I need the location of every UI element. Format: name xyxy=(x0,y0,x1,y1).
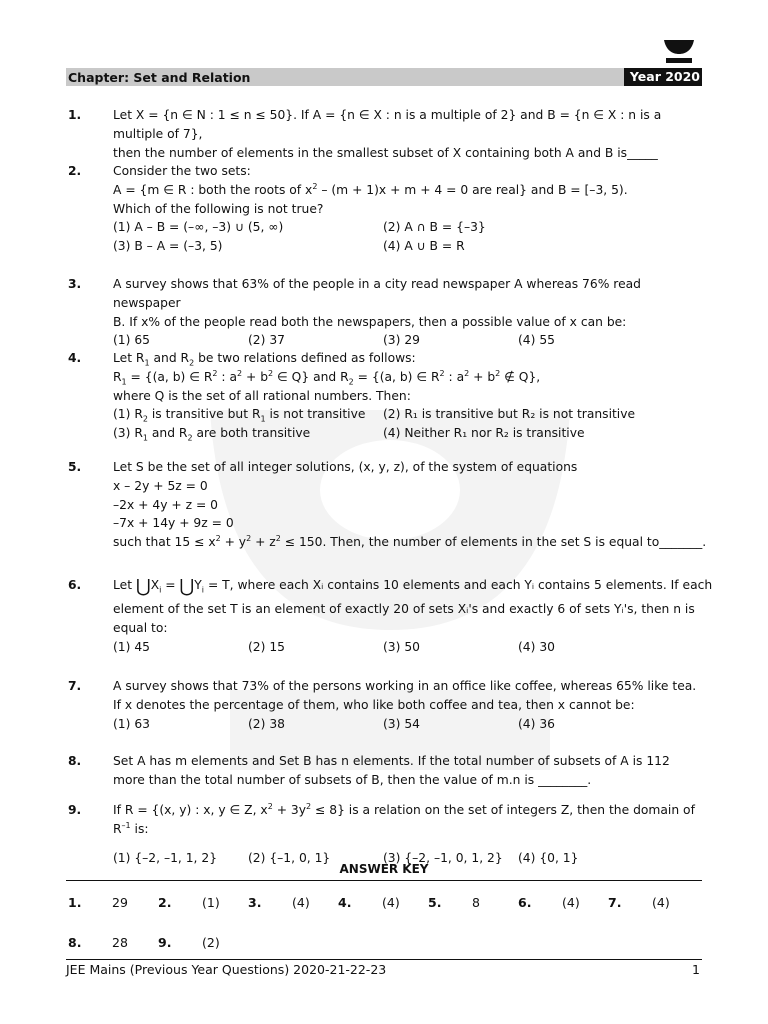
question-number: 6. xyxy=(68,578,82,592)
option: (2) A ∩ B = {–3} xyxy=(383,220,486,235)
answer-key-title: ANSWER KEY xyxy=(339,862,429,876)
option: (4) 55 xyxy=(518,333,555,348)
page-number: 1 xyxy=(692,962,700,977)
option: (4) 30 xyxy=(518,639,555,654)
option: (3) $R_1$ and $R_2$ are both transitive xyxy=(113,426,311,443)
question-equation: A = {m ∈ R : both the roots of $x^2 - (m + 1)x + m + 4 = 0$ are real} and B = [–3, 5). xyxy=(113,181,628,197)
question-text: more than the total number of subsets of B, then the value of m.n is ________. xyxy=(113,772,592,787)
question-text: Which of the following is not true? xyxy=(113,201,324,216)
question-text: If R = {(x, y) : x, y ∈ Z, $x^2 + 3y^2 \le 8$} is a relation on the set of integers Z, then the domain of $R^{-1}$ is: xyxy=(113,801,695,836)
option: (4) {0, 1} xyxy=(518,850,579,865)
question-equation: –2x + 4y + z = 0 xyxy=(113,497,218,512)
question-1 xyxy=(68,106,708,162)
question-number: 5. xyxy=(68,460,82,474)
question-text: Let X = {n ∈ N : 1 ≤ n ≤ 50}. If A = {n ∈ X : n is a multiple of 2} and B = {n ∈ X : n is a multiple of 7}, xyxy=(113,108,662,141)
option: (3) 50 xyxy=(383,639,420,654)
answer-key-divider xyxy=(66,880,702,881)
option: (3) B – A = (–3, 5) xyxy=(113,239,223,254)
footer-text: JEE Mains (Previous Year Questions) 2020-21-22-23 xyxy=(66,962,387,977)
option: (4) Neither R₁ nor R₂ is transitive xyxy=(383,426,585,441)
question-equation: Let $⋃X_i$ = $⋃Y_i = T$, where each Xᵢ contains 10 elements and each Yᵢ contains 5 elements. If each xyxy=(113,576,713,597)
question-6 xyxy=(68,573,713,656)
question-4 xyxy=(68,349,708,443)
option: (3) {–2, –1, 0, 1, 2} xyxy=(383,850,503,865)
option: (2) {–1, 0, 1} xyxy=(248,850,331,865)
option: (2) 38 xyxy=(248,716,285,731)
question-8 xyxy=(68,752,708,790)
question-text: Consider the two sets: xyxy=(113,164,251,178)
question-text: B. If x% of the people read both the newspapers, then a possible value of x can be: xyxy=(113,314,627,329)
option: (1) $R_2$ is transitive but $R_1$ is not transitive xyxy=(113,407,366,424)
option: (1) {–2, –1, 1, 2} xyxy=(113,850,218,865)
option: (1) 45 xyxy=(113,639,150,654)
question-text: Set A has m elements and Set B has n elements. If the total number of subsets of A is 112 xyxy=(113,754,670,768)
question-text: A survey shows that 73% of the persons working in an office like coffee, whereas 65% like tea. xyxy=(113,679,697,693)
option: (2) 15 xyxy=(248,639,285,654)
question-number: 1. xyxy=(68,108,82,122)
year-badge: Year 2020 xyxy=(624,68,702,86)
option: (4) A ∪ B = R xyxy=(383,239,465,254)
chapter-header xyxy=(66,68,702,86)
question-equation: x – 2y + 5z = 0 xyxy=(113,478,208,493)
question-number: 7. xyxy=(68,679,82,693)
question-text: A survey shows that 63% of the people in a city read newspaper A whereas 76% read newspaper xyxy=(113,277,641,310)
question-text: If x denotes the percentage of them, who like both coffee and tea, then x cannot be: xyxy=(113,697,635,712)
question-text: Let S be the set of all integer solutions, (x, y, z), of the system of equations xyxy=(113,460,578,474)
question-number: 3. xyxy=(68,277,82,291)
question-9 xyxy=(68,801,708,867)
question-7 xyxy=(68,677,708,733)
option: (4) 36 xyxy=(518,716,555,731)
option: (1) 65 xyxy=(113,333,150,348)
question-number: 9. xyxy=(68,803,82,817)
option: (2) 37 xyxy=(248,333,285,348)
footer-divider xyxy=(66,959,702,960)
question-2 xyxy=(68,162,708,256)
option: (3) 54 xyxy=(383,716,420,731)
question-text: Let $R_1$ and $R_2$ be two relations defined as follows: xyxy=(113,351,416,368)
option: (2) R₁ is transitive but R₂ is not transitive xyxy=(383,407,636,422)
question-number: 4. xyxy=(68,351,82,365)
question-text: $R_1 = \{(a$, b) ∈ $R^2$ : $a^2 + b^2$ ∈ Q} and $R_2 = \{(a$, b) ∈ $R^2$ : $a^2 + b^2$ ∉ Q}, xyxy=(113,368,541,387)
question-text: then the number of elements in the smallest subset of X containing both A and B is_____ xyxy=(113,145,658,160)
question-3 xyxy=(68,275,708,350)
question-text: equal to: xyxy=(113,620,168,635)
question-5 xyxy=(68,458,708,552)
question-text: element of the set T is an element of exactly 20 of sets Xᵢ's and exactly 6 of sets Yᵢ's, then n is xyxy=(113,602,695,616)
option: (3) 29 xyxy=(383,333,420,348)
question-text: where Q is the set of all rational numbers. Then: xyxy=(113,388,411,403)
option: (1) 63 xyxy=(113,716,150,731)
question-number: 2. xyxy=(68,164,82,178)
question-text: such that $15 \le x^2 + y^2 + z^2 \le 150$. Then, the number of elements in the set S is equal to_______. xyxy=(113,534,707,550)
brand-logo-icon xyxy=(662,38,696,64)
question-number: 8. xyxy=(68,754,82,768)
question-equation: –7x + 14y + 9z = 0 xyxy=(113,516,234,531)
chapter-title: Chapter: Set and Relation xyxy=(68,70,251,85)
option: (1) A – B = (–∞, –3) ∪ (5, ∞) xyxy=(113,220,284,235)
